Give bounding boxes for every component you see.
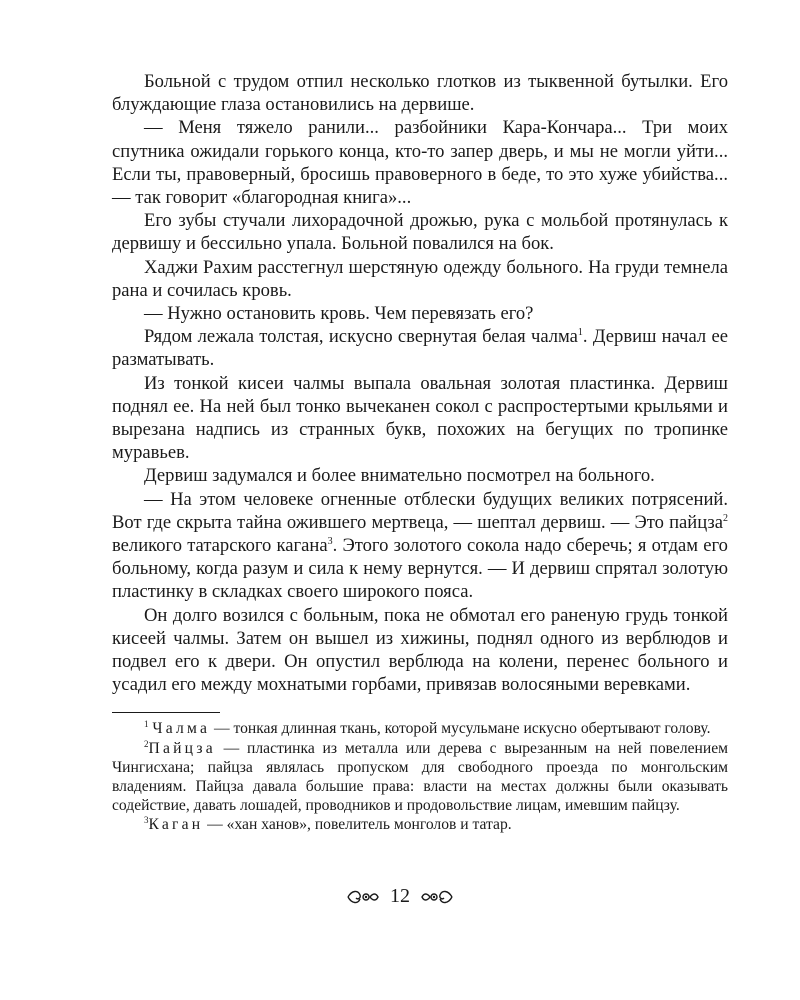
footnote-2	[112, 739, 728, 815]
footnotes	[112, 719, 728, 834]
footnote-divider	[112, 712, 220, 713]
paragraph-6-text: Рядом лежала толстая, искусно свернутая белая чалма	[144, 326, 578, 348]
paragraph-5: — Нужно остановить кровь. Чем перевязать его?	[144, 303, 534, 325]
book-page	[112, 70, 728, 834]
footnote-ref-2: 2	[723, 512, 728, 524]
paragraph-6	[112, 325, 728, 371]
paragraph-4: Хаджи Рахим расстегнул шерстяную одежду больного. На груди темнела рана и сочилась кровь.	[112, 256, 728, 301]
main-text	[112, 70, 728, 696]
footnote-text: — тонкая длинная ткань, которой мусульмане искусно обертывают голову.	[210, 720, 711, 738]
footnote-number: 3	[144, 814, 149, 825]
footnote-text: — «хан ханов», повелитель монголов и татар.	[203, 815, 512, 833]
footnote-1	[112, 719, 728, 738]
paragraph-8: Дервиш задумался и более внимательно посмотрел на больного.	[144, 465, 655, 487]
footnote-3	[112, 815, 728, 834]
paragraph-1: Больной с трудом отпил несколько глотков из тыквенной бутылки. Его блуждающие глаза остановились на дервише.	[112, 71, 728, 116]
footnote-text: — пластинка из металла или дерева с вырезанным на ней повелением Чингисхана; пайцза являлась пропуском для свободного проезда по монгольским владениям. Пайцза давала большие права: власти на местах должны были оказывать содействие, давать лошадей, проводников и продовольствие лицам, имевшим пайцзу.	[112, 739, 728, 814]
footnote-number: 2	[144, 738, 149, 749]
paragraph-7: Из тонкой кисеи чалмы выпала овальная золотая пластинка. Дервиш поднял ее. На ней был тонко вычеканен сокол с распростертыми крыльями и вырезана надпись из странных букв, похожих на бегущих по тропинке муравьев.	[112, 372, 728, 464]
footnote-ref-1: 1	[577, 327, 583, 339]
right-ornament-icon	[420, 887, 454, 907]
footnote-ref-3: 3	[327, 535, 333, 547]
paragraph-2: — Меня тяжело ранили... разбойники Кара-Кончара... Три моих спутника ожидали горького конца, кто-то запер дверь, и мы не могли уйти... Если ты, правоверный, бросишь правоверного в беде, то это хуже убийства... — так говорит «благородная книга»...	[112, 117, 728, 209]
paragraph-9-text: — На этом человеке огненные отблески будущих великих потрясений. Вот где скрыта тайна ожившего мертвеца, — шептал дервиш. — Это пайцза	[112, 488, 728, 533]
paragraph-6-text-end: . Дервиш начал ее разматывать.	[112, 326, 728, 371]
page-footer	[0, 885, 800, 908]
page-number: 12	[390, 885, 410, 907]
footnote-number: 1	[144, 719, 149, 730]
paragraph-9-text-middle: великого татарского кагана	[112, 535, 328, 557]
footnote-term: Каган	[148, 815, 204, 833]
footnote-term: Пайцза	[148, 739, 216, 757]
paragraph-9	[112, 488, 728, 604]
paragraph-10: Он долго возился с больным, пока не обмотал его раненую грудь тонкой кисеей чалмы. Затем он вышел из хижины, поднял одного из верблюдов и подвел его к двери. Он опустил верблюда на колени, перенес больного и усадил его между мохнатыми горбами, привязав волосяными веревками.	[112, 604, 728, 696]
footnote-term: Чалма	[152, 720, 211, 738]
left-ornament-icon	[346, 887, 380, 907]
paragraph-3: Его зубы стучали лихорадочной дрожью, рука с мольбой протянулась к дервишу и бессильно упала. Больной повалился на бок.	[112, 210, 728, 255]
paragraph-9-text-end: . Этого золотого сокола надо сберечь; я отдам его больному, когда разум и сила к нему вернутся. — И дервиш спрятал золотую пластинку в складках своего широкого пояса.	[112, 535, 728, 603]
